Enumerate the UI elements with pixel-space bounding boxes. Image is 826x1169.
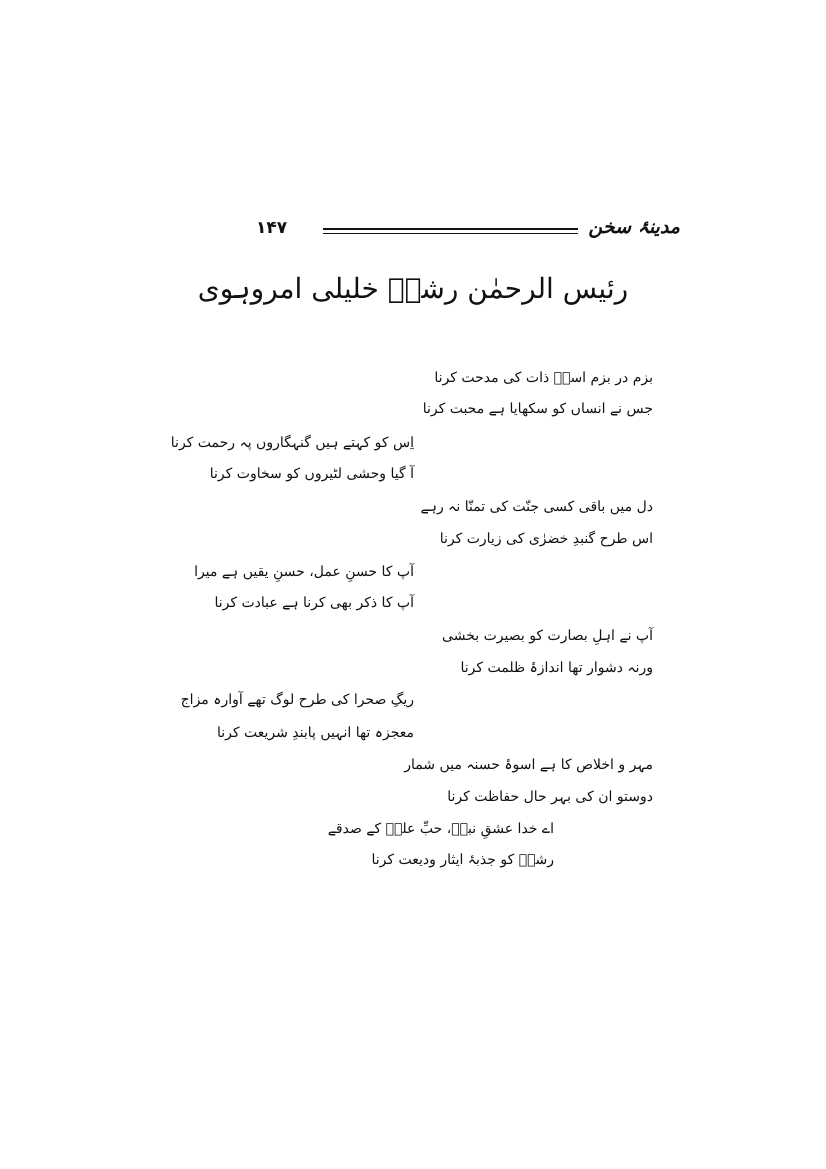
- verse-line: مہر و اخلاص کا ہے اسوۂ حسنہ میں شمار: [404, 757, 653, 773]
- magazine-name: مدینۂ سخن: [588, 216, 680, 238]
- verse-line: جس نے انساں کو سکھایا ہے محبت کرنا: [422, 401, 653, 417]
- verse-line: معجزہ تھا انہیں پابندِ شریعت کرنا: [217, 725, 414, 741]
- verse-line: آپ نے اہلِ بصارت کو بصیرت بخشی: [442, 628, 653, 644]
- verse-line: اس طرح گنبدِ خضرٰی کی زیارت کرنا: [439, 531, 653, 547]
- header-rule-thin: [323, 233, 578, 234]
- verse-line: رشکؔ کو جذبۂ ایثار ودیعت کرنا: [371, 852, 554, 868]
- verse-line: دوستو ان کی بہر حال حفاظت کرنا: [447, 789, 653, 805]
- verse-line: اے خدا عشقِ نبیؐ، حبِّ علیؑ کے صدقے: [327, 821, 554, 837]
- verse-line: بزم در بزم اسیؐ ذات کی مدحت کرنا: [434, 370, 653, 386]
- verse-line: ورنہ دشوار تھا اندازۂ ظلمت کرنا: [460, 660, 653, 676]
- header-rule-thick: [323, 228, 578, 230]
- poet-title: رئیس الرحمٰن رشکؔ خلیلی امروہوی: [197, 272, 629, 305]
- verse-line: دل میں باقی کسی جنّت کی تمنّا نہ رہے: [420, 499, 653, 515]
- verse-line: اِس کو کہتے ہیں گنہگاروں پہ رحمت کرنا: [170, 435, 414, 451]
- verse-line: آپ کا حسنِ عمل، حسنِ یقیں ہے میرا: [194, 564, 414, 580]
- running-header: [250, 216, 680, 246]
- verse-line: ریگِ صحرا کی طرح لوگ تھے آوارہ مزاج: [180, 692, 414, 708]
- verse-line: آ گیا وحشی لٹیروں کو سخاوت کرنا: [209, 466, 414, 482]
- page-number: ۱۴۷: [256, 218, 288, 238]
- verse-line: آپ کا ذکر بھی کرنا ہے عبادت کرنا: [214, 595, 414, 611]
